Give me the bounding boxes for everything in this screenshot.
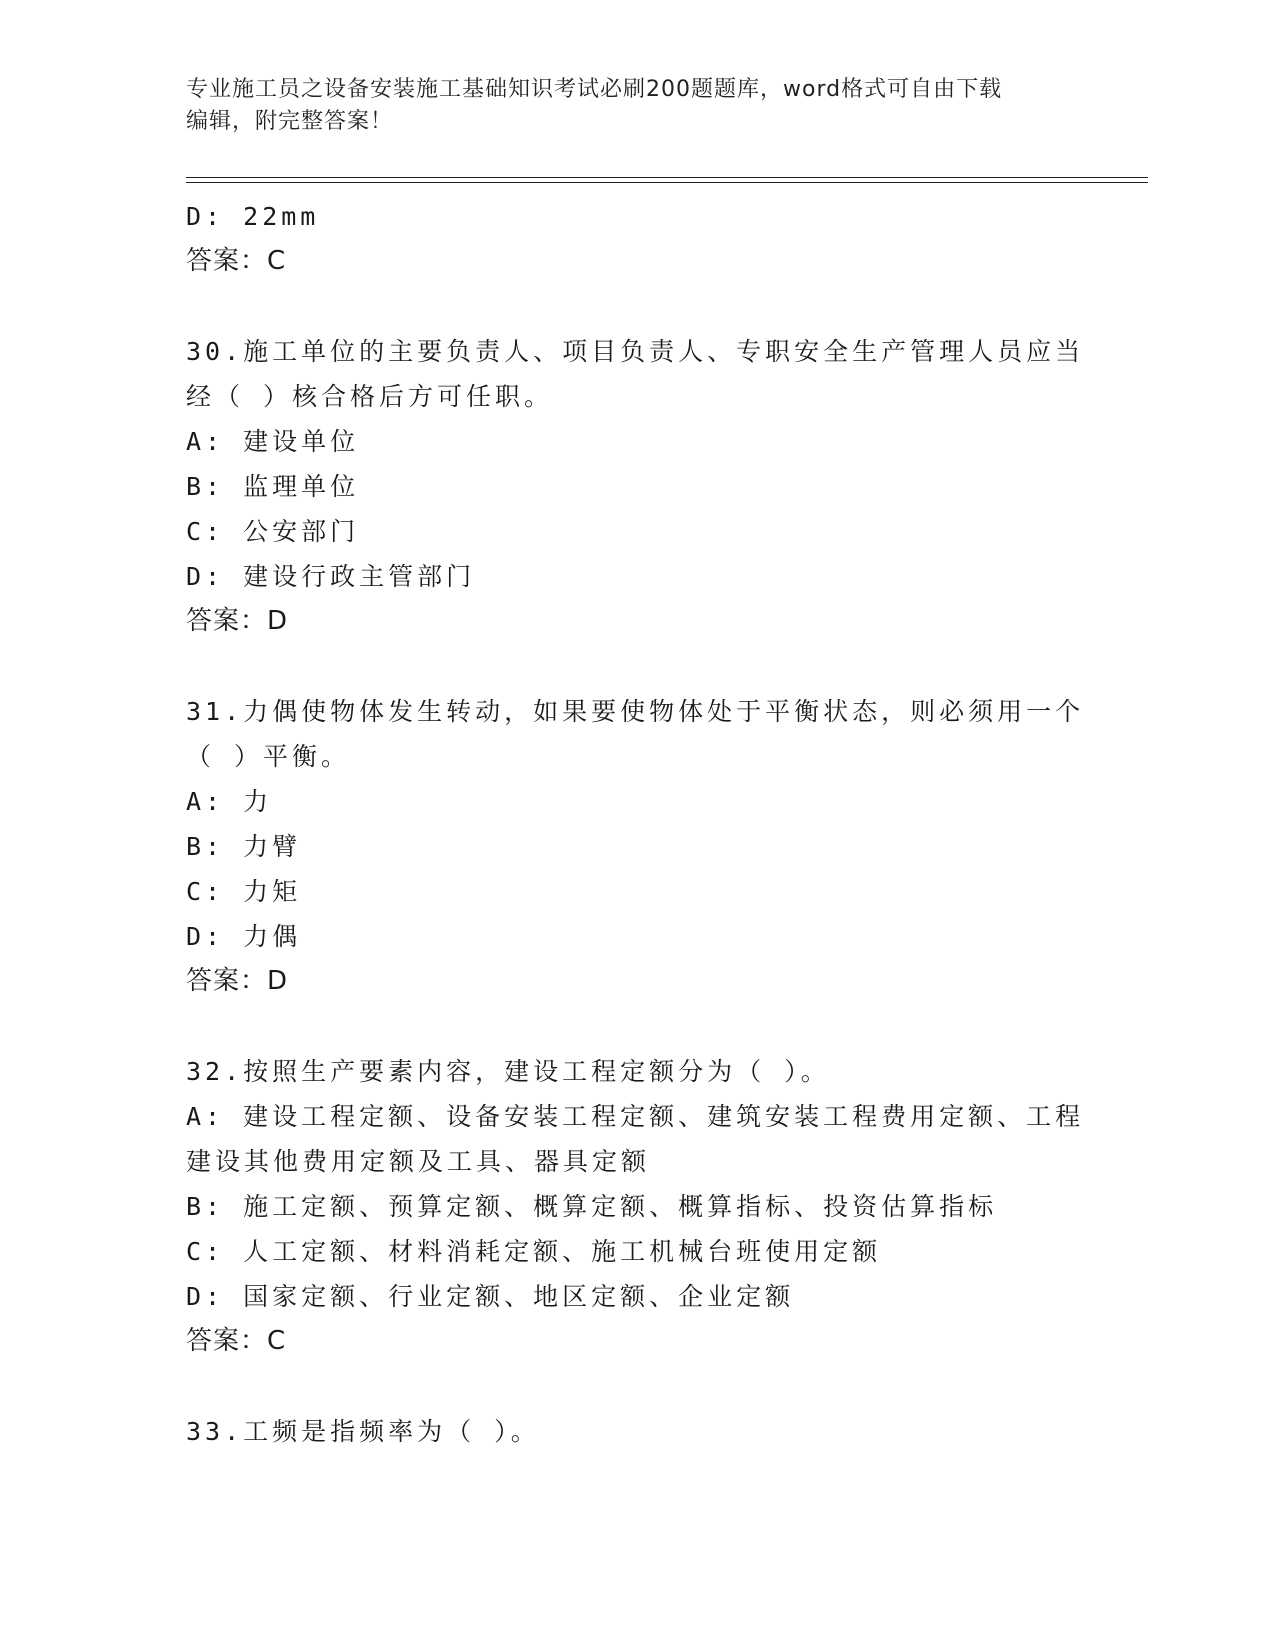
option-c: C: 人工定额、材料消耗定额、施工机械台班使用定额 xyxy=(186,1237,882,1266)
answer-label: 答案：D xyxy=(186,606,289,636)
option-d: D: 建设行政主管部门 xyxy=(186,562,476,591)
option-c: C: 公安部门 xyxy=(186,517,360,546)
header-line-1: 专业施工员之设备安装施工基础知识考试必刷200题题库，word格式可自由下载 xyxy=(186,77,1003,102)
header-divider-top xyxy=(186,177,1148,178)
question-stem: 31.力偶使物体发生转动，如果要使物体处于平衡状态，则必须用一个 xyxy=(186,697,1085,726)
answer-label: 答案：C xyxy=(186,1326,287,1356)
answer-label: 答案：D xyxy=(186,966,289,996)
question-stem: 32.按照生产要素内容，建设工程定额分为（ ）。 xyxy=(186,1057,830,1086)
document-header xyxy=(186,74,1066,138)
option-d: D: 力偶 xyxy=(186,922,302,951)
option-d: D: 国家定额、行业定额、地区定额、企业定额 xyxy=(186,1282,795,1311)
option-a: A: 建设单位 xyxy=(186,427,360,456)
question-33 xyxy=(186,1409,1086,1454)
question-29-tail xyxy=(186,194,1086,284)
option-a-continued: 建设其他费用定额及工具、器具定额 xyxy=(186,1147,651,1176)
question-spacer xyxy=(186,1004,1086,1049)
option-a: A: 建设工程定额、设备安装工程定额、建筑安装工程费用定额、工程 xyxy=(186,1102,1085,1131)
option-d: D: 22mm xyxy=(186,202,320,231)
question-spacer xyxy=(186,1364,1086,1409)
option-a: A: 力 xyxy=(186,787,273,816)
header-line-2: 编辑，附完整答案！ xyxy=(186,109,394,134)
question-stem: 33.工频是指频率为（ ）。 xyxy=(186,1417,540,1446)
question-spacer xyxy=(186,284,1086,329)
option-b: B: 施工定额、预算定额、概算定额、概算指标、投资估算指标 xyxy=(186,1192,998,1221)
question-spacer xyxy=(186,644,1086,689)
answer-label: 答案：C xyxy=(186,246,287,276)
question-31 xyxy=(186,689,1086,1004)
option-c: C: 力矩 xyxy=(186,877,302,906)
question-stem-continued: （ ）平衡。 xyxy=(186,742,351,771)
question-stem: 30.施工单位的主要负责人、项目负责人、专职安全生产管理人员应当 xyxy=(186,337,1085,366)
option-b: B: 力臂 xyxy=(186,832,302,861)
question-32 xyxy=(186,1049,1086,1364)
question-30 xyxy=(186,329,1086,644)
header-divider-bottom xyxy=(186,182,1148,183)
question-stem-continued: 经（ ）核合格后方可任职。 xyxy=(186,382,554,411)
option-b: B: 监理单位 xyxy=(186,472,360,501)
question-list xyxy=(186,194,1086,1454)
